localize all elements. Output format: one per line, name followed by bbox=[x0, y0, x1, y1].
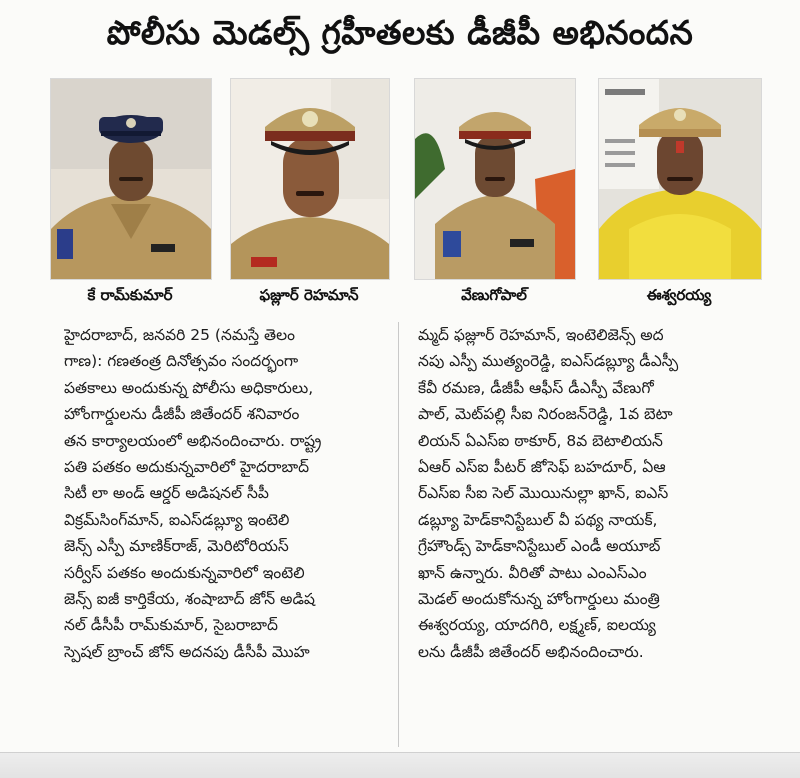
article-line: మ్మద్ ఫజ్లూర్ రెహమాన్, ఇంటెలిజెన్స్ అద bbox=[418, 326, 664, 344]
article-line: హైదరాబాద్, జనవరి 25 (నమస్తే తెలం bbox=[64, 326, 295, 344]
caption-eswaraiah: ఈశ్వరయ్య bbox=[646, 286, 712, 304]
article-line: జెన్స్ ఎస్పీ మాణిక్‌రాజ్, మెరిటోరియస్ bbox=[64, 537, 289, 556]
photo-eswaraiah bbox=[598, 78, 762, 280]
article-line: కేవీ రమణ, డీజీపీ ఆఫీస్ డీఎస్పీ వేణుగో bbox=[418, 378, 654, 397]
caption-ramkumar: కే రామ్‌కుమార్ bbox=[87, 286, 173, 304]
officer-portrait-peaked-cap-icon bbox=[415, 79, 575, 279]
article-line: మెడల్ అందుకోనున్న హోంగార్డులు మంత్రి bbox=[418, 589, 660, 608]
article-line: డబ్ల్యూ హెడ్‌కానిస్టేబుల్ వీ పథ్య నాయక్, bbox=[418, 510, 658, 529]
article-line: గాణ): గణతంత్ర దినోత్సవం సందర్భంగా bbox=[64, 352, 299, 371]
article-column-right bbox=[418, 322, 758, 665]
article-line: హోంగార్డులను డీజీపీ జితేందర్ శనివారం bbox=[64, 405, 300, 424]
home-guard-portrait-shawl-icon bbox=[599, 79, 761, 279]
caption-venugopal: వేణుగోపాల్ bbox=[461, 286, 527, 304]
article-line: లియన్ ఏఎస్‌ఐ ఠాకూర్, 8వ బెటాలియన్ bbox=[418, 431, 663, 450]
article-line: పాల్, మెట్‌పల్లి సీఐ నిరంజన్‌రెడ్డి, 1వ బెటా bbox=[418, 405, 673, 424]
article-line: నల్ డీసీపీ రామ్‌కుమార్, సైబరాబాద్ bbox=[64, 616, 278, 635]
article-line: ఖాన్ ఉన్నారు. వీరితో పాటు ఎంఎస్‌ఎం bbox=[418, 563, 647, 582]
article-line: గ్రేహౌండ్స్ హెడ్‌కానిస్టేబుల్ ఎండీ అయూబ్ bbox=[418, 537, 661, 556]
article-column-left bbox=[64, 322, 404, 665]
article-line: నపు ఎస్పీ ముత్యంరెడ్డి, ఐఎస్‌డబ్ల్యూ డీఎస్పీ bbox=[418, 352, 679, 371]
photo-fazlur-rehman bbox=[230, 78, 390, 280]
photo-venugopal bbox=[414, 78, 576, 280]
caption-fazlur-rehman: ఫజ్లూర్ రెహమాన్ bbox=[259, 286, 359, 304]
article-line: తన కార్యాలయంలో అభినందించారు. రాష్ట్ర bbox=[64, 431, 322, 450]
bottom-bar bbox=[0, 752, 800, 778]
article-line: లను డీజీపీ జితేందర్ అభినందించారు. bbox=[418, 642, 644, 661]
photo-ramkumar bbox=[50, 78, 212, 280]
article-line: పతి పతకం అదుకున్నవారిలో హైదరాబాద్ bbox=[64, 457, 310, 476]
article-line: విక్రమ్‌సింగ్‌మాన్, ఐఎస్‌డబ్ల్యూ ఇంటెలి bbox=[64, 510, 290, 529]
headline: పోలీసు మెడల్స్ గ్రహీతలకు డీజీపీ అభినందన bbox=[106, 12, 694, 52]
article-line: పతకాలు అందుకున్న పోలీసు అధికారులు, bbox=[64, 378, 314, 397]
article-line: సర్వీస్ పతకం అందుకున్నవారిలో ఇంటెలి bbox=[64, 563, 305, 582]
officer-portrait-peaked-cap-icon bbox=[231, 79, 389, 279]
officer-portrait-cap-icon bbox=[51, 79, 211, 279]
article-line: ర్‌ఎస్‌ఐ సీఐ సెల్ మొయినుల్లా ఖాన్, ఐఎస్ bbox=[418, 484, 669, 503]
article-line: సిటీ లా అండ్ ఆర్డర్ అడిషనల్ సీపీ bbox=[64, 484, 269, 503]
article-line: జెన్స్ ఐజీ కార్తికేయ, శంషాబాద్ జోన్ అడిష bbox=[64, 589, 315, 608]
photo-row bbox=[0, 72, 800, 322]
article-line: ఏఆర్ ఎస్‌ఐ పీటర్ జోసెఫ్ బహదూర్, ఏఆ bbox=[418, 457, 666, 476]
article-line: ఈశ్వరయ్య, యాదగిరి, లక్ష్మణ్, ఐలయ్య bbox=[418, 616, 656, 635]
article-line: స్పెషల్ బ్రాంచ్ జోన్ అదనపు డీసీపీ మొహ bbox=[64, 642, 310, 661]
